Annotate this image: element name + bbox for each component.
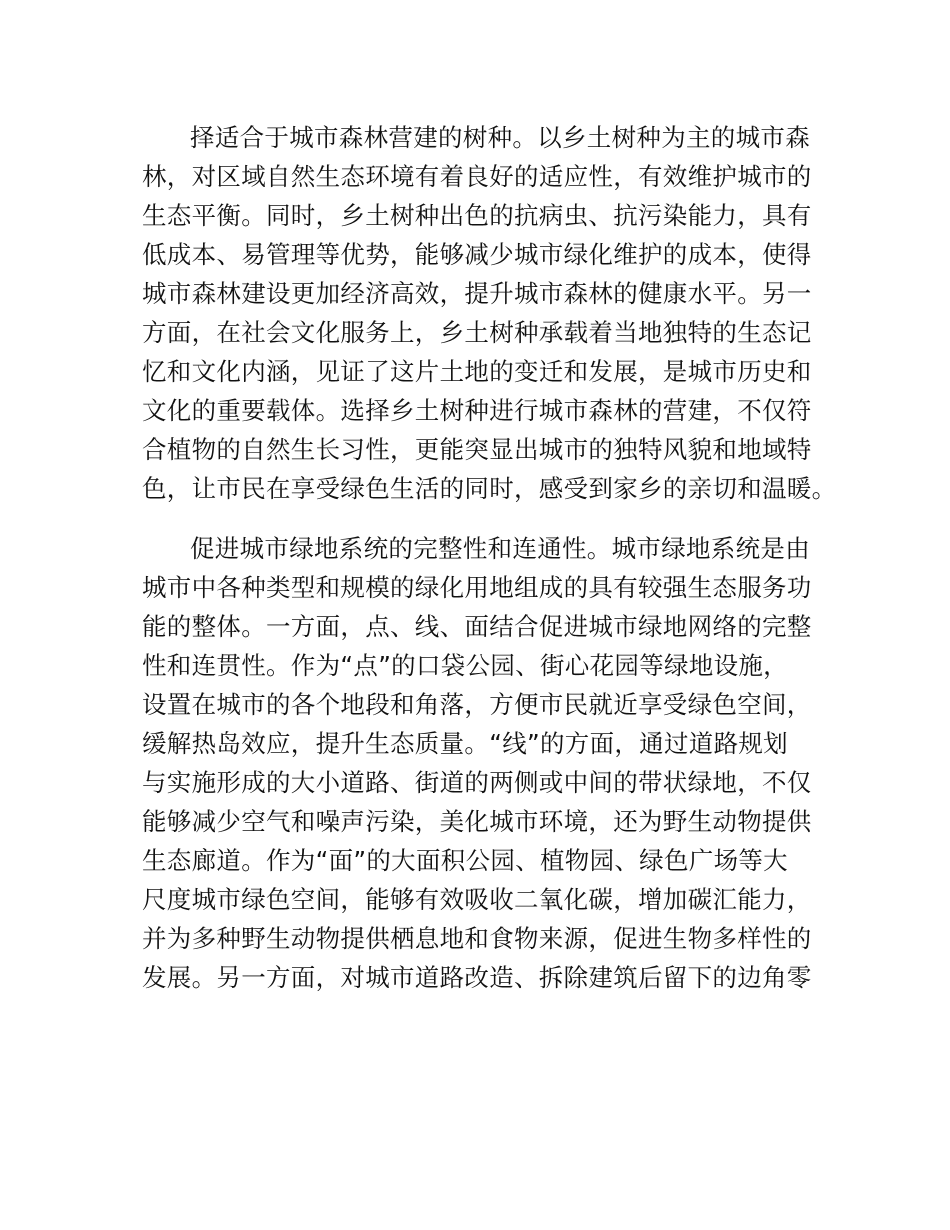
text-line: 林，对区域自然生态环境有着良好的适应性，有效维护城市的 xyxy=(142,162,812,191)
paragraph-2 xyxy=(142,529,822,997)
text-line: 生态廊道。作为“面”的大面积公园、植物园、绿色广场等大 xyxy=(142,846,788,875)
text-line: 能的整体。一方面，点、线、面结合促进城市绿地网络的完整 xyxy=(142,612,812,641)
text-line: 并为多种野生动物提供栖息地和食物来源，促进生物多样性的 xyxy=(142,924,812,953)
body-text xyxy=(142,118,837,997)
text-line: 设置在城市的各个地段和角落，方便市民就近享受绿色空间， xyxy=(142,690,812,719)
text-line: 缓解热岛效应，提升生态质量。“线”的方面，通过道路规划 xyxy=(142,729,788,758)
text-line: 低成本、易管理等优势，能够减少城市绿化维护的成本，使得 xyxy=(142,240,812,269)
text-line: 尺度城市绿色空间，能够有效吸收二氧化碳，增加碳汇能力， xyxy=(142,885,812,914)
paragraph-1 xyxy=(142,118,837,508)
text-line: 发展。另一方面，对城市道路改造、拆除建筑后留下的边角零 xyxy=(142,963,812,992)
paragraph-spacer xyxy=(142,508,822,529)
text-line: 能够减少空气和噪声污染，美化城市环境，还为野生动物提供 xyxy=(142,807,812,836)
text-line: 色，让市民在享受绿色生活的同时，感受到家乡的亲切和温暖。 xyxy=(142,474,837,503)
text-line: 城市森林建设更加经济高效，提升城市森林的健康水平。另一 xyxy=(142,279,812,308)
text-line: 文化的重要载体。选择乡土树种进行城市森林的营建，不仅符 xyxy=(142,396,812,425)
text-line: 方面，在社会文化服务上，乡土树种承载着当地独特的生态记 xyxy=(142,318,812,347)
text-line: 生态平衡。同时，乡土树种出色的抗病虫、抗污染能力，具有 xyxy=(142,201,812,230)
text-line: 城市中各种类型和规模的绿化用地组成的具有较强生态服务功 xyxy=(142,573,812,602)
text-line: 与实施形成的大小道路、街道的两侧或中间的带状绿地，不仅 xyxy=(142,768,812,797)
text-line: 合植物的自然生长习性，更能突显出城市的独特风貌和地域特 xyxy=(142,435,812,464)
text-line: 性和连贯性。作为“点”的口袋公园、街心花园等绿地设施， xyxy=(142,651,788,680)
text-line: 择适合于城市森林营建的树种。以乡土树种为主的城市森 xyxy=(190,123,810,152)
text-line: 忆和文化内涵，见证了这片土地的变迁和发展，是城市历史和 xyxy=(142,357,812,386)
text-line: 促进城市绿地系统的完整性和连通性。城市绿地系统是由 xyxy=(190,534,810,563)
